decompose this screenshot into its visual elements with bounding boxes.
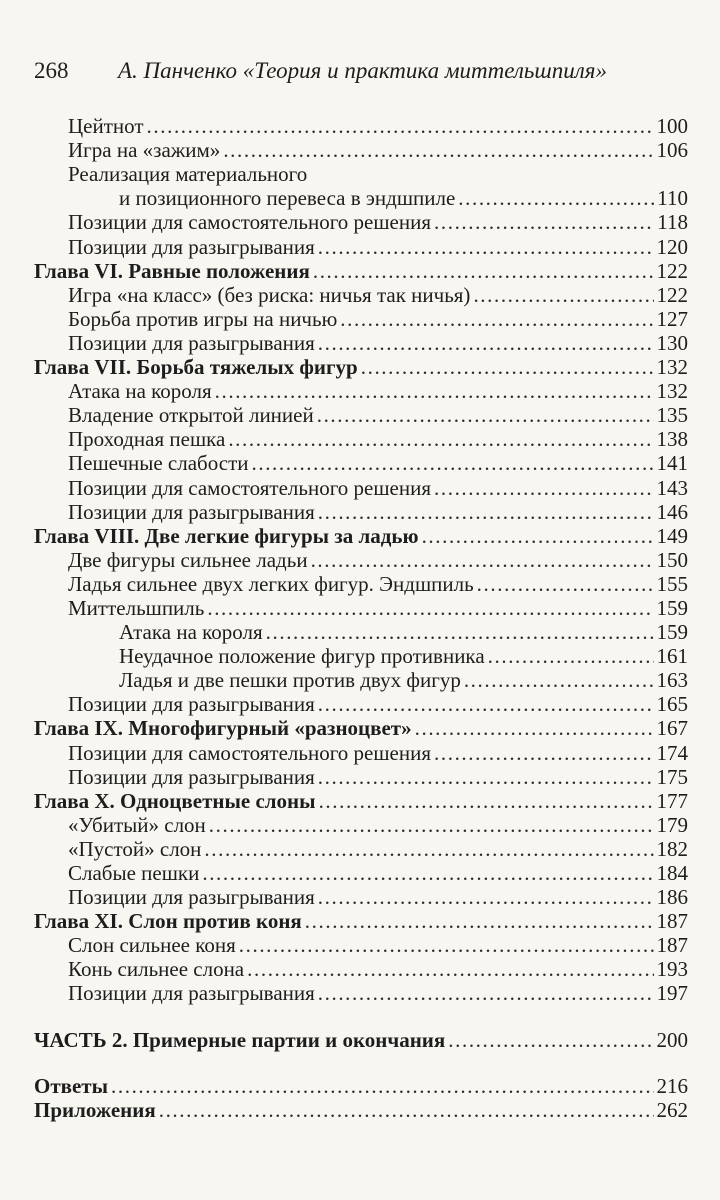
toc-chapter[interactable] — [34, 259, 688, 283]
toc-subentry[interactable] — [34, 668, 688, 692]
toc-entry-title: и позиционного перевеса в эндшпиле — [119, 186, 456, 211]
leader-dots — [434, 210, 654, 234]
toc-entry-page: 110 — [657, 186, 688, 211]
leader-dots — [434, 476, 653, 500]
toc-entry[interactable] — [34, 283, 688, 307]
leader-dots — [488, 644, 654, 668]
toc-entry-title: Позиции для разыгрывания — [68, 330, 315, 355]
toc-entry[interactable] — [34, 379, 688, 403]
toc-entry-title: Миттельшпиль — [68, 595, 205, 620]
toc-entry-title: Ладья сильнее двух легких фигур. Эндшпиль — [68, 571, 474, 596]
toc-entry[interactable] — [34, 596, 688, 620]
toc-entry-title: Слабые пешки — [68, 861, 200, 885]
toc-entry[interactable] — [34, 837, 688, 861]
toc-entry[interactable] — [34, 210, 688, 234]
leader-dots — [318, 885, 654, 909]
toc-entry-page: 150 — [656, 547, 688, 572]
toc-entry[interactable] — [34, 765, 688, 789]
toc-entry-page: 135 — [656, 403, 688, 428]
toc-entry-title: Позиции для самостоятельного решения — [68, 210, 432, 235]
toc-entry-title: Позиции для разыгрывания — [68, 885, 315, 910]
toc-chapter[interactable] — [34, 355, 688, 379]
toc-entry[interactable] — [34, 403, 688, 427]
toc-entry[interactable] — [34, 500, 688, 524]
toc-entry-title: Владение открытой линией — [68, 403, 314, 428]
toc-chapter[interactable] — [34, 716, 688, 740]
toc-chapter-page: 149 — [656, 523, 688, 548]
toc-entry-page: 184 — [656, 861, 688, 885]
leader-dots — [252, 451, 654, 475]
toc-entry-page: 100 — [656, 114, 688, 139]
toc-entry[interactable] — [34, 981, 688, 1005]
toc-entry-page: 132 — [656, 379, 688, 404]
toc-entry[interactable] — [34, 740, 688, 764]
toc-entry-page: 165 — [656, 692, 688, 717]
leader-dots — [209, 813, 654, 837]
leader-dots — [311, 548, 654, 572]
toc-entry-title: «Пустой» слон — [68, 836, 202, 861]
leader-dots — [204, 837, 653, 861]
toc-chapter[interactable] — [34, 789, 688, 813]
leader-dots — [228, 427, 653, 451]
toc-entry-title: Позиции для самостоятельного решения — [68, 475, 432, 500]
leader-dots — [434, 741, 653, 765]
toc-appendices-page: 262 — [656, 1097, 688, 1122]
toc-entry-title: Ладья и две пешки против двух фигур — [119, 668, 461, 693]
toc-entry[interactable] — [34, 572, 688, 596]
toc-entry[interactable] — [34, 861, 688, 885]
toc-part-page: 200 — [656, 1027, 688, 1052]
toc-entry-title: Позиции для разыгрывания — [68, 234, 315, 259]
toc-entry-title: Игра «на класс» (без риска: ничья так ничья) — [68, 282, 471, 307]
toc-subentry[interactable] — [34, 644, 688, 668]
leader-dots — [215, 379, 654, 403]
leader-dots — [473, 283, 653, 307]
toc-entry-title: Позиции для разыгрывания — [68, 981, 315, 1006]
toc-entry[interactable] — [34, 331, 688, 355]
leader-dots — [477, 572, 654, 596]
toc-entry-page: 106 — [656, 138, 688, 163]
toc-entry[interactable] — [34, 813, 688, 837]
table-of-contents — [34, 114, 688, 1122]
toc-entry-page: 193 — [656, 957, 688, 982]
leader-dots — [318, 981, 654, 1005]
toc-entry-title: Позиции для разыгрывания — [68, 499, 315, 524]
leader-dots — [159, 1098, 654, 1122]
toc-entry[interactable] — [34, 186, 688, 210]
toc-entry-page: 186 — [656, 885, 688, 910]
toc-entry-page: 127 — [656, 306, 688, 331]
toc-entry[interactable] — [34, 957, 688, 981]
leader-dots — [318, 331, 654, 355]
toc-entry-page: 159 — [656, 620, 688, 645]
toc-entry-page: 146 — [656, 499, 688, 524]
toc-entry-title: Пешечные слабости — [68, 451, 249, 476]
toc-entry-page: 159 — [656, 595, 688, 620]
leader-dots — [266, 620, 654, 644]
toc-entry-title: Позиции для разыгрывания — [68, 764, 315, 789]
toc-entry-page: 197 — [656, 981, 688, 1006]
leader-dots — [111, 1074, 653, 1098]
leader-dots — [422, 524, 654, 548]
leader-dots — [318, 692, 654, 716]
leader-dots — [318, 235, 654, 259]
toc-appendices[interactable] — [34, 1098, 688, 1122]
toc-entry[interactable] — [34, 427, 688, 451]
toc-chapter-title: Глава IX. Многофигурный «разноцвет» — [34, 716, 412, 741]
leader-dots — [202, 861, 653, 885]
toc-entry-title: Две фигуры сильнее ладьи — [68, 547, 308, 572]
toc-chapter-title: Глава VII. Борьба тяжелых фигур — [34, 355, 358, 380]
toc-entry[interactable] — [34, 138, 688, 162]
toc-entry-title: Атака на короля — [119, 620, 263, 645]
toc-subentry[interactable] — [34, 620, 688, 644]
toc-entry-page: 122 — [656, 282, 688, 307]
toc-entry-page: 130 — [656, 330, 688, 355]
leader-dots — [313, 259, 654, 283]
toc-entry-title: Позиции для разыгрывания — [68, 692, 315, 717]
toc-entry-title: Проходная пешка — [68, 427, 226, 452]
toc-answers-page: 216 — [656, 1073, 688, 1098]
toc-part-title: ЧАСТЬ 2. Примерные партии и окончания — [34, 1027, 446, 1052]
toc-entry[interactable] — [34, 885, 688, 909]
toc-chapter-page: 122 — [656, 258, 688, 283]
leader-dots — [415, 716, 654, 740]
leader-dots — [223, 138, 653, 162]
leader-dots — [239, 933, 654, 957]
toc-entry[interactable] — [34, 451, 688, 475]
toc-entry[interactable] — [34, 548, 688, 572]
leader-dots — [319, 789, 654, 813]
page-header — [34, 58, 686, 92]
toc-chapter-page: 187 — [656, 909, 688, 934]
toc-entry[interactable] — [34, 114, 688, 138]
toc-answers[interactable] — [34, 1074, 688, 1098]
leader-dots — [147, 114, 654, 138]
toc-chapter[interactable] — [34, 524, 688, 548]
toc-entry-page: 174 — [656, 740, 688, 765]
toc-entry-continued — [34, 162, 688, 186]
toc-entry[interactable] — [34, 307, 688, 331]
toc-entry-page: 120 — [656, 234, 688, 259]
leader-dots — [340, 307, 653, 331]
leader-dots — [318, 500, 654, 524]
toc-entry-title: Конь сильнее слона — [68, 957, 245, 982]
toc-entry-title: Позиции для самостоятельного решения — [68, 740, 432, 765]
toc-entry-page: 143 — [656, 475, 688, 500]
toc-chapter-page: 132 — [656, 355, 688, 380]
toc-chapter-page: 167 — [656, 716, 688, 741]
leader-dots — [247, 957, 653, 981]
leader-dots — [458, 186, 654, 210]
page-number: 268 — [34, 58, 69, 83]
toc-entry-page: 161 — [656, 644, 688, 669]
toc-entry-page: 138 — [656, 427, 688, 452]
toc-entry-page: 187 — [656, 933, 688, 958]
toc-entry-page: 175 — [656, 764, 688, 789]
leader-dots — [207, 596, 653, 620]
toc-entry-page: 118 — [657, 210, 688, 235]
toc-entry-page: 155 — [656, 571, 688, 596]
toc-entry-title: Игра на «зажим» — [68, 138, 221, 163]
toc-entry-page: 163 — [656, 668, 688, 693]
toc-entry-title: Слон сильнее коня — [68, 933, 236, 958]
toc-entry-title: Атака на короля — [68, 379, 212, 404]
toc-entry[interactable] — [34, 475, 688, 499]
toc-appendices-title: Приложения — [34, 1097, 156, 1122]
toc-entry[interactable] — [34, 933, 688, 957]
toc-entry[interactable] — [34, 692, 688, 716]
toc-entry-title: Борьба против игры на ничью — [68, 306, 338, 331]
toc-entry-title: «Убитый» слон — [68, 812, 206, 837]
toc-entry-title: Цейтнот — [68, 114, 144, 139]
toc-chapter-page: 177 — [656, 788, 688, 813]
toc-part[interactable] — [34, 1027, 688, 1051]
toc-entry-title: Реализация материального — [68, 162, 308, 187]
toc-entry[interactable] — [34, 234, 688, 258]
toc-answers-title: Ответы — [34, 1073, 109, 1098]
toc-chapter-title: Глава X. Одноцветные слоны — [34, 788, 316, 813]
running-title: А. Панченко «Теория и практика миттельшпиля» — [118, 58, 607, 83]
leader-dots — [317, 403, 654, 427]
toc-entry-page: 182 — [656, 836, 688, 861]
leader-dots — [305, 909, 654, 933]
toc-chapter-title: Глава VI. Равные положения — [34, 258, 310, 283]
toc-chapter-title: Глава XI. Слон против коня — [34, 909, 302, 934]
toc-entry-page: 179 — [656, 812, 688, 837]
leader-dots — [448, 1028, 653, 1052]
leader-dots — [361, 355, 654, 379]
leader-dots — [464, 668, 654, 692]
leader-dots — [318, 765, 654, 789]
toc-entry-title: Неудачное положение фигур противника — [119, 644, 485, 669]
toc-entry-page: 141 — [656, 451, 688, 476]
toc-chapter[interactable] — [34, 909, 688, 933]
toc-chapter-title: Глава VIII. Две легкие фигуры за ладью — [34, 523, 419, 548]
